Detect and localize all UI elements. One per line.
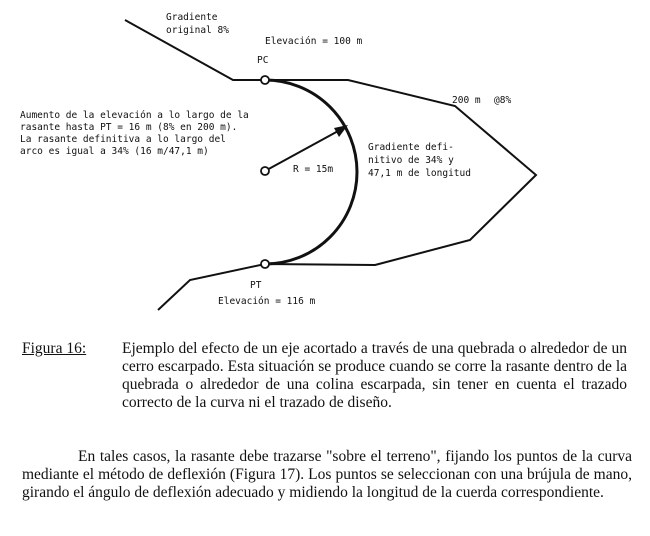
definitive-grade-line-1: Gradiente defi-: [368, 142, 454, 153]
original-grade-label-1: Gradiente: [166, 12, 218, 23]
pc-point: [261, 76, 269, 84]
elevation-increase-line-4: arco es igual a 34% (16 m/47,1 m): [20, 146, 209, 157]
original-grade-label-2: original 8%: [166, 25, 229, 36]
center-point: [261, 167, 269, 175]
elevation-increase-line-2: rasante hasta PT = 16 m (8% en 200 m).: [20, 122, 238, 133]
pc-label: PC: [257, 55, 269, 66]
radius-label: R = 15m: [293, 164, 334, 175]
definitive-grade-line-3: 47,1 m de longitud: [368, 168, 471, 179]
elevation-increase-line-1: Aumento de la elevación a lo largo de la: [20, 110, 249, 121]
caption-text: Ejemplo del efecto de un eje acortado a través de una quebrada o alrededor de un cerro escarpado. Esta situación se produce cuando se corre la rasante dentro de la quebrada o alrededor de una colina escarpada, sin tener en cuenta el trazado correcto de la curva ni el trazado de diseño.: [122, 340, 627, 411]
body-paragraph: En tales casos, la rasante debe trazarse "sobre el terreno", fijando los puntos de la curva mediante el método de deflexión (Figura 17). Los puntos se seleccionan con una brújula de mano, girando el ángulo de deflexión adecuado y midiendo la longitud de la cuerda correspondiente.: [22, 448, 632, 501]
elevation-top-label: Elevación = 100 m: [265, 36, 363, 47]
pt-label: PT: [250, 280, 262, 291]
elevation-increase-line-3: La rasante definitiva a lo largo del: [20, 134, 226, 145]
definitive-grade-line-2: nitivo de 34% y: [368, 155, 454, 166]
caption-label: Figura 16:: [22, 340, 87, 357]
grade-8-label: @8%: [494, 95, 512, 106]
pt-point: [261, 260, 269, 268]
distance-label: 200 m: [452, 95, 481, 106]
elevation-bottom-label: Elevación = 116 m: [218, 296, 316, 307]
